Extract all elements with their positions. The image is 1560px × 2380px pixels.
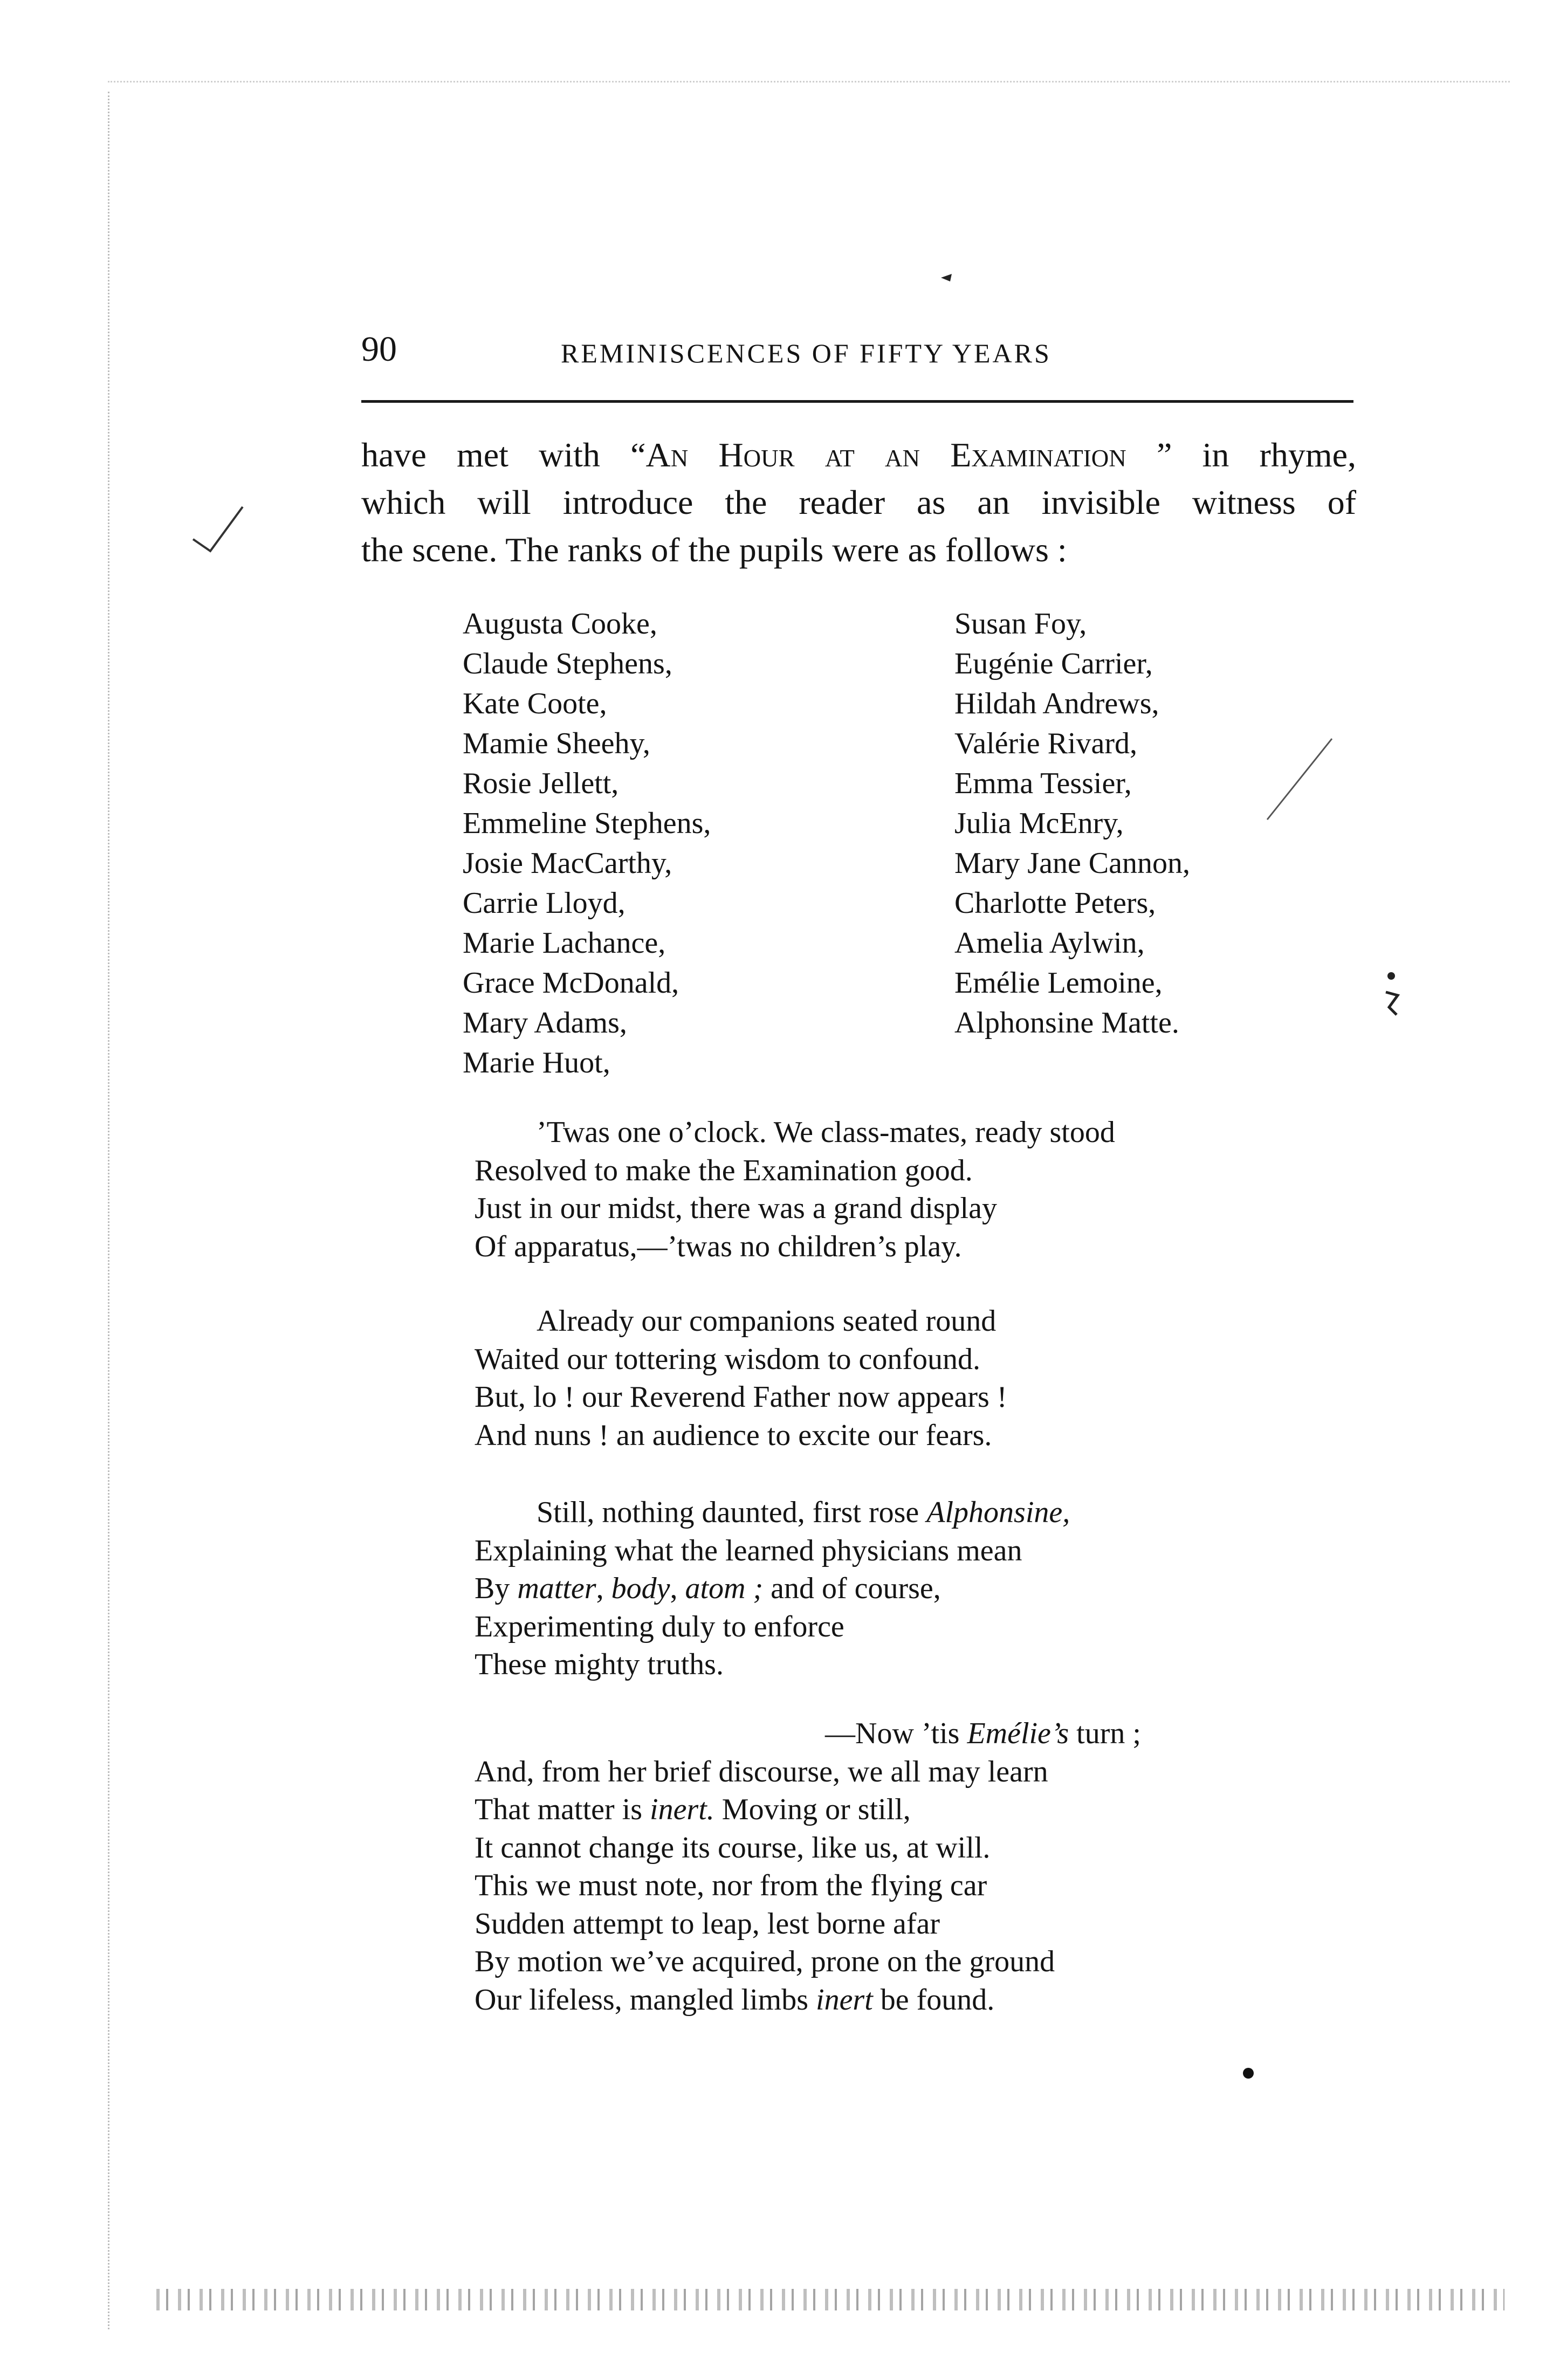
verse-line: —Now ’tis Emélie’s turn ; xyxy=(825,1717,1141,1750)
verse-line: That matter is inert. Moving or still, xyxy=(475,1793,911,1826)
pupil-name: Julia McEnry, xyxy=(954,807,1124,840)
intro-line: have met with “An Hour at an Examination ” in rhyme, xyxy=(361,436,1357,474)
ink-dot xyxy=(938,270,954,286)
pupil-list-right xyxy=(954,604,1190,1043)
poem-stanza-4 xyxy=(475,1715,1141,2019)
pupil-name: Kate Coote, xyxy=(463,687,607,720)
pupil-name: Mary Adams, xyxy=(463,1006,627,1040)
poem-stanza-2 xyxy=(475,1302,1007,1454)
scan-artifact-bottom xyxy=(156,2289,1504,2310)
pupil-name: Alphonsine Matte. xyxy=(954,1006,1179,1040)
term-italic: body xyxy=(611,1572,670,1605)
verse-line: By motion we’ve acquired, prone on the ground xyxy=(475,1945,1055,1978)
verse-line: But, lo ! our Reverend Father now appears ! xyxy=(475,1380,1007,1414)
pupil-name: Augusta Cooke, xyxy=(463,607,657,641)
name-italic: Alphonsine, xyxy=(926,1496,1070,1529)
pupil-name: Emélie Lemoine, xyxy=(954,966,1163,1000)
name-italic: Emélie’s xyxy=(967,1717,1069,1750)
term-italic: inert. xyxy=(650,1793,714,1826)
verse-line: Still, nothing daunted, first rose Alphonsine, xyxy=(537,1496,1070,1529)
verse-line: It cannot change its course, like us, at will. xyxy=(475,1831,991,1865)
pupil-name: Rosie Jellett, xyxy=(463,767,619,800)
pupil-name: Emmeline Stephens, xyxy=(463,807,711,840)
verse-line: Already our companions seated round xyxy=(537,1304,997,1338)
running-head: REMINISCENCES OF FIFTY YEARS xyxy=(561,338,1052,368)
poem-stanza-3 xyxy=(475,1494,1070,1684)
page-number: 90 xyxy=(361,329,397,369)
verse-line: And nuns ! an audience to excite our fears. xyxy=(475,1418,992,1452)
ink-dot xyxy=(1240,2065,1256,2081)
verse-line: ’Twas one o’clock. We class-mates, ready stood xyxy=(537,1116,1115,1149)
term-italic: atom ; xyxy=(685,1572,764,1605)
scan-artifact-top xyxy=(108,81,1510,93)
verse-line: These mighty truths. xyxy=(475,1648,724,1681)
verse-line: Just in our midst, there was a grand display xyxy=(475,1192,997,1225)
intro-line: the scene. The ranks of the pupils were as follows : xyxy=(361,531,1067,569)
pupil-name: Carrie Lloyd, xyxy=(463,886,626,920)
verse-line: Explaining what the learned physicians mean xyxy=(475,1533,1022,1567)
pupil-name: Eugénie Carrier, xyxy=(954,647,1153,680)
poem-title: An Hour at an Examination xyxy=(645,436,1126,474)
verse-line: Resolved to make the Examination good. xyxy=(475,1153,973,1187)
pupil-name: Mamie Sheehy, xyxy=(463,727,650,760)
verse-line: This we must note, nor from the flying car xyxy=(475,1869,987,1902)
pencil-check-mark xyxy=(189,501,248,561)
verse-line: By matter, body, atom ; and of course, xyxy=(475,1572,941,1605)
verse-line: Sudden attempt to leap, lest borne afar xyxy=(475,1907,940,1941)
verse-line: Of apparatus,—’twas no children’s play. xyxy=(475,1229,962,1263)
term-italic: inert xyxy=(816,1983,873,2017)
pupil-name: Valérie Rivard, xyxy=(954,727,1137,760)
scan-artifact-left xyxy=(108,92,142,2329)
pupil-name: Josie MacCarthy, xyxy=(463,847,672,880)
pupil-name: Marie Lachance, xyxy=(463,926,666,960)
pupil-name: Susan Foy, xyxy=(954,607,1087,641)
verse-line: Our lifeless, mangled limbs inert be found. xyxy=(475,1983,995,2017)
intro-paragraph xyxy=(361,431,1356,574)
verse-line: And, from her brief discourse, we all may learn xyxy=(475,1755,1048,1789)
verse-line: Waited our tottering wisdom to confound. xyxy=(475,1342,980,1376)
pupil-name: Hildah Andrews, xyxy=(954,687,1159,720)
pupil-name: Amelia Aylwin, xyxy=(954,926,1145,960)
pencil-slash-mark xyxy=(1262,733,1337,825)
pupil-name: Mary Jane Cannon, xyxy=(954,847,1191,880)
pupil-name: Marie Huot, xyxy=(463,1046,610,1079)
pupil-name: Charlotte Peters, xyxy=(954,886,1156,920)
pupil-name: Grace McDonald, xyxy=(463,966,679,1000)
pupil-name: Emma Tessier, xyxy=(954,767,1132,800)
ink-blot xyxy=(1370,965,1413,1024)
header-rule xyxy=(361,400,1353,403)
pupil-name: Claude Stephens, xyxy=(463,647,672,680)
pupil-list-left xyxy=(463,604,711,1083)
term-italic: matter xyxy=(517,1572,596,1605)
poem-stanza-1 xyxy=(475,1113,1115,1265)
verse-line: Experimenting duly to enforce xyxy=(475,1609,844,1643)
intro-line: which will introduce the reader as an invisible witness of xyxy=(361,483,1356,521)
